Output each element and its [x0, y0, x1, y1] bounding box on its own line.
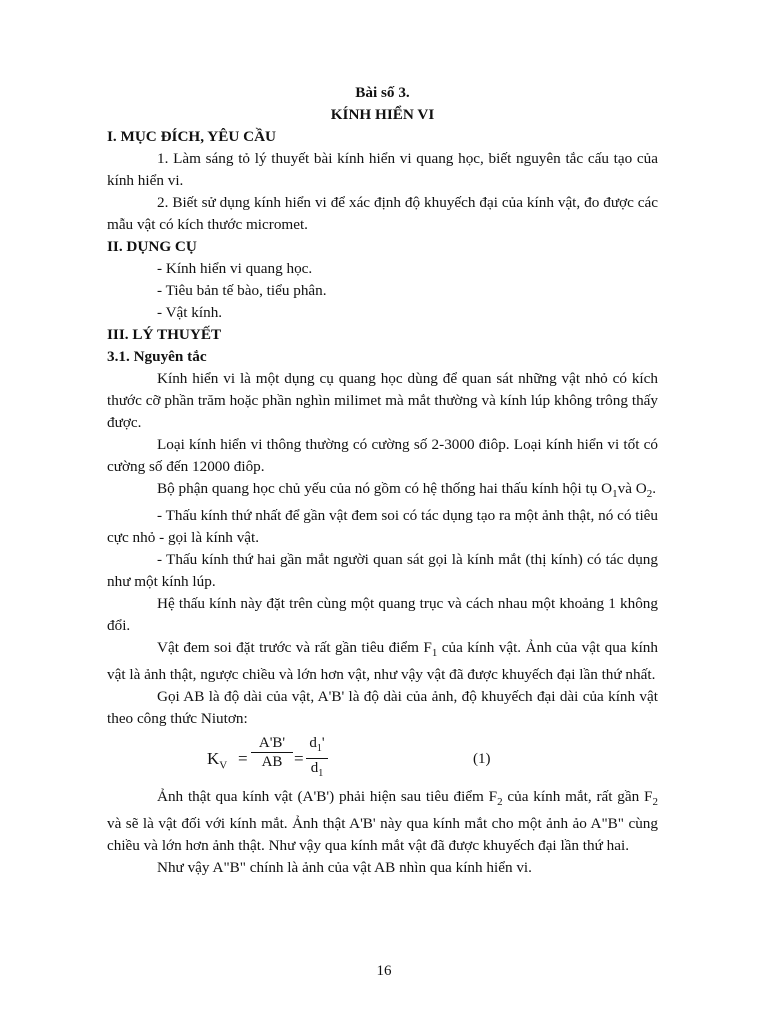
formula-equals: =	[238, 749, 248, 769]
formula-prime: '	[321, 735, 325, 752]
theory-paragraph-4: - Thấu kính thứ nhất để gần vật đem soi có tác dụng tạo ra một ảnh thật, nó có tiêu cực nhỏ - gọi là kính vật.	[107, 507, 658, 547]
theory-paragraph-10: Như vậy A"B" chính là ảnh của vật AB nhìn qua kính hiển vi.	[157, 859, 532, 877]
text-run: và sẽ là vật đối với kính mắt. Ảnh thật A'B' này qua kính mắt cho một ảnh ảo A"B" cùng chiều và lớn hơn ảnh thật. Như vậy qua kính mắt vật đã được khuyếch đại lần thứ hai.	[107, 815, 658, 855]
formula-symbol: d	[310, 760, 319, 777]
theory-paragraph-2: Loại kính hiển vi thông thường có cường số 2-3000 điôp. Loại kính hiển vi tốt có cường số đến 12000 điôp.	[107, 436, 658, 475]
section1-paragraph-2: 2. Biết sử dụng kính hiển vi để xác định độ khuyếch đại của kính vật, đo được các mẫu vật có kích thước micromet.	[107, 194, 658, 233]
equipment-item: - Tiêu bản tế bào, tiểu phân.	[157, 282, 327, 299]
subsection-heading: 3.1. Nguyên tắc	[107, 348, 207, 365]
formula-subscript: 1	[318, 768, 324, 780]
theory-paragraph-1: Kính hiển vi là một dụng cụ quang học dùng để quan sát những vật nhỏ có kích thước cỡ phần trăm hoặc phần nghìn milimet mà mắt thường và kính lúp không trông thấy được.	[107, 370, 658, 431]
fraction-numerator	[306, 734, 328, 759]
text-run: của kính mắt, rất gần F	[502, 788, 653, 806]
section-heading-3: III. LÝ THUYẾT	[107, 326, 222, 343]
fraction-numerator: A'B'	[251, 734, 293, 753]
formula-subscript: V	[219, 759, 228, 772]
text-run: Vật đem soi đặt trước và rất gần tiêu điểm F	[157, 639, 432, 657]
subscript: 2	[652, 796, 658, 809]
fraction-distances	[306, 734, 328, 783]
equipment-item: - Kính hiển vi quang học.	[157, 260, 313, 277]
text-run: và O	[617, 480, 647, 497]
equipment-item: - Vật kính.	[157, 304, 223, 321]
formula-subscript: 1	[316, 743, 322, 755]
theory-paragraph-5: - Thấu kính thứ hai gần mắt người quan sát gọi là kính mắt (thị kính) có tác dụng như một kính lúp.	[107, 551, 658, 591]
theory-paragraph-3	[107, 478, 658, 505]
subscript: 1	[612, 488, 618, 501]
section1-paragraph-1: 1. Làm sáng tỏ lý thuyết bài kính hiển vi quang học, biết nguyên tắc cấu tạo của kính hiển vi.	[107, 150, 658, 189]
theory-paragraph-7	[107, 637, 658, 686]
subscript: 2	[646, 488, 653, 501]
fraction-denominator: AB	[261, 754, 283, 771]
fraction-denominator	[306, 759, 328, 783]
theory-paragraph-9	[107, 786, 658, 857]
subscript: 2	[497, 796, 503, 809]
formula-symbol: K	[207, 749, 220, 769]
document-body	[107, 82, 658, 879]
magnification-formula	[107, 734, 658, 786]
section-heading-2: II. DỤNG CỤ	[107, 238, 197, 255]
section-heading-1: I. MỤC ĐÍCH, YÊU CẦU	[107, 128, 277, 145]
formula-equals: =	[294, 749, 304, 769]
lesson-title: KÍNH HIỂN VI	[330, 106, 435, 123]
theory-paragraph-6: Hệ thấu kính này đặt trên cùng một quang trục và cách nhau một khoảng 1 không đổi.	[107, 595, 658, 635]
lesson-number: Bài số 3.	[355, 84, 410, 101]
fraction-image-object	[251, 734, 293, 771]
theory-paragraph-8: Gọi AB là độ dài của vật, A'B' là độ dài của ảnh, độ khuyếch đại dài của kính vật theo công thức Niutơn:	[107, 688, 658, 728]
page-number: 16	[376, 963, 392, 979]
text-run: Ảnh thật qua kính vật (A'B') phải hiện sau tiêu điểm F	[157, 788, 498, 806]
text-run: .	[652, 480, 657, 497]
subscript: 1	[431, 647, 438, 660]
text-run: của kính vật. Ảnh của vật qua kính vật là ảnh thật, ngược chiều và lớn hơn vật, như vậy vật đã được khuyếch đại lần thứ nhất.	[107, 639, 658, 684]
formula-label: (1)	[473, 751, 491, 768]
formula-lhs	[207, 748, 227, 776]
formula-symbol: d	[309, 735, 317, 752]
text-run: Bộ phận quang học chủ yếu của nó gồm có hệ thống hai thấu kính hội tụ O	[157, 480, 613, 497]
